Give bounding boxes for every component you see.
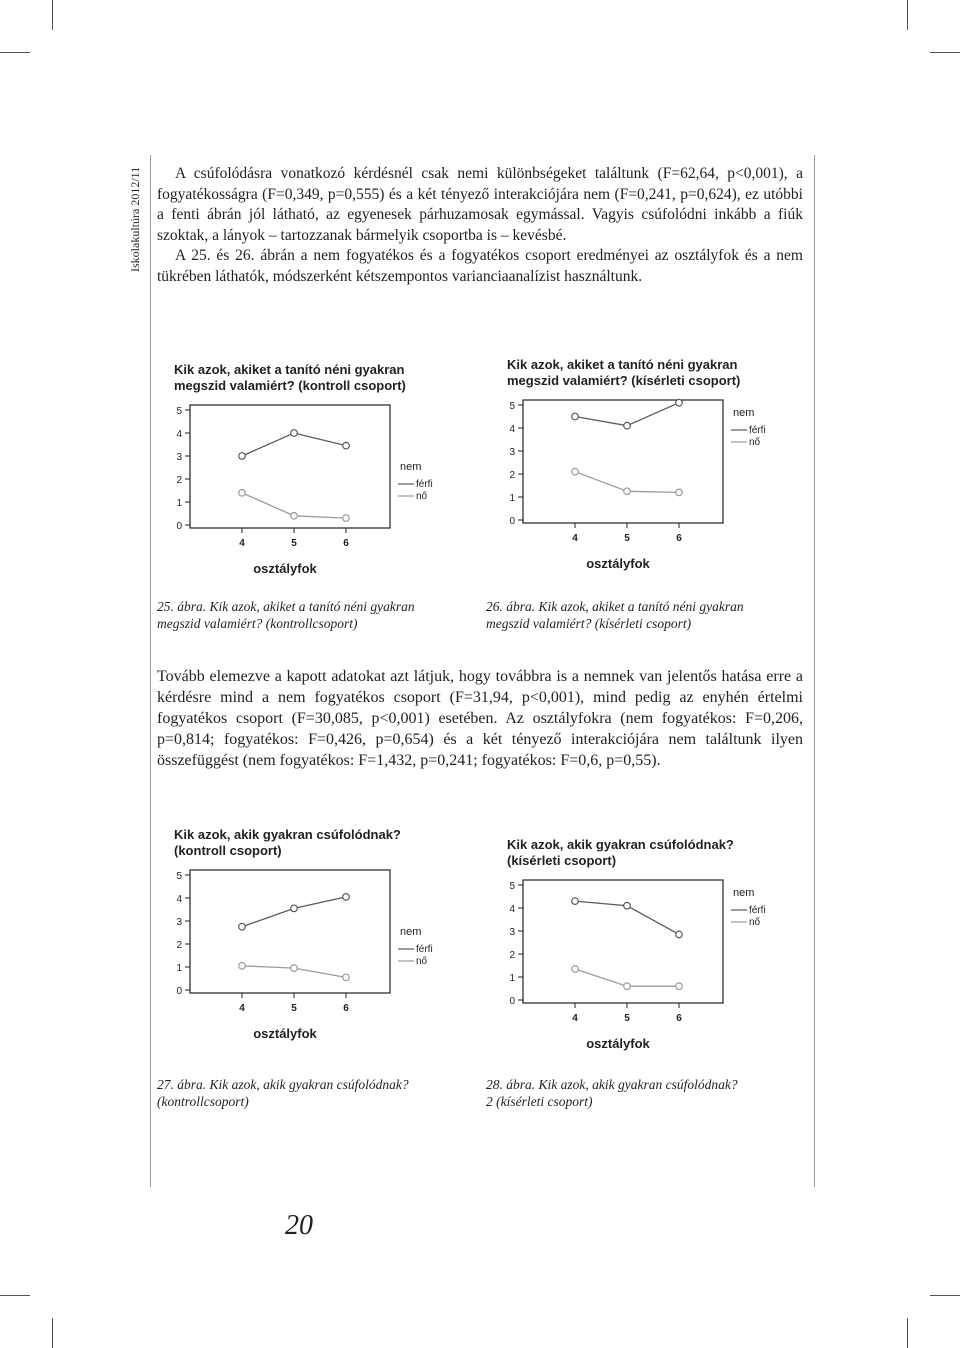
data-point xyxy=(291,430,298,437)
x-tick-label: 6 xyxy=(343,1003,349,1014)
crop-mark xyxy=(0,1295,30,1296)
y-tick-label: 5 xyxy=(176,871,182,882)
caption-line: (kontrollcsoport) xyxy=(157,1094,249,1109)
data-point xyxy=(572,468,579,475)
chart-title: Kik azok, akik gyakran csúfolódnak? xyxy=(507,837,734,852)
x-axis-label: osztályfok xyxy=(253,561,317,576)
legend-label: férfi xyxy=(416,944,433,955)
legend-title: nem xyxy=(400,461,422,473)
data-point xyxy=(676,399,683,406)
x-tick-label: 5 xyxy=(291,538,297,549)
legend-label: nő xyxy=(749,917,761,928)
x-axis-label: osztályfok xyxy=(586,1036,650,1051)
data-point xyxy=(239,963,246,970)
y-tick-label: 1 xyxy=(176,963,182,974)
margin-rule-left xyxy=(150,155,151,1187)
x-tick-label: 6 xyxy=(676,533,682,544)
paragraph-1 xyxy=(157,164,803,287)
chart-fig28 xyxy=(495,835,815,1060)
legend-title: nem xyxy=(400,926,422,938)
paragraph-2-text: Tovább elemezve a kapott adatokat azt látjuk, hogy továbbra is a nemnek van jelentős hatása erre a kérdésre mind a nem fogyatékos csoport (F=31,94, p<0,001), mind pedig az enyhén értelmi fogyatékos csoport (F=30,085, p<0,001) esetében. Az osztályfokra (nem fogyatékos: F=0,206, p=0,814; fogyatékos: F=0,426, p=0,654) és a két tényező interakciójára nem találtunk ilyen összefüggést (nem fogyatékos: F=1,432, p=0,241; fogyatékos: F=0,6, p=0,55). xyxy=(157,668,803,769)
journal-running-head: Iskolakultúra 2012/11 xyxy=(128,166,142,272)
plot-frame xyxy=(190,870,390,993)
y-tick-label: 0 xyxy=(176,986,182,997)
y-tick-label: 0 xyxy=(509,996,515,1007)
data-point xyxy=(624,902,631,909)
data-point xyxy=(343,442,350,449)
data-point xyxy=(572,413,579,420)
crop-mark xyxy=(52,1318,53,1348)
data-point xyxy=(343,515,350,522)
data-point xyxy=(572,966,579,973)
chart-title: (kísérleti csoport) xyxy=(507,853,617,868)
x-tick-label: 5 xyxy=(624,1013,630,1024)
data-point xyxy=(239,453,246,460)
legend-title: nem xyxy=(733,887,755,899)
y-tick-label: 3 xyxy=(509,447,515,458)
caption-fig26 xyxy=(486,598,806,632)
legend-label: nő xyxy=(749,437,761,448)
data-point xyxy=(572,898,579,905)
plot-frame xyxy=(523,400,723,523)
caption-line: 26. ábra. Kik azok, akiket a tanító néni gyakran xyxy=(486,599,744,614)
y-tick-label: 1 xyxy=(176,498,182,509)
data-point xyxy=(291,905,298,912)
data-point xyxy=(343,974,350,981)
crop-mark xyxy=(52,0,53,30)
y-tick-label: 3 xyxy=(176,452,182,463)
caption-line: megszid valamiért? (kísérleti csoport) xyxy=(486,616,692,631)
y-tick-label: 3 xyxy=(509,927,515,938)
chart-title: Kik azok, akiket a tanító néni gyakran xyxy=(507,357,738,372)
data-point xyxy=(676,983,683,990)
caption-fig25 xyxy=(157,598,477,632)
caption-fig28 xyxy=(486,1076,806,1110)
y-tick-label: 2 xyxy=(509,950,515,961)
legend-label: férfi xyxy=(749,425,766,436)
x-tick-label: 6 xyxy=(676,1013,682,1024)
plot-frame xyxy=(190,405,390,528)
caption-line: megszid valamiért? (kontrollcsoport) xyxy=(157,616,358,631)
x-tick-label: 4 xyxy=(572,1013,578,1024)
caption-line: 2 (kísérleti csoport) xyxy=(486,1094,593,1109)
paragraph-1-part-1: A csúfolódásra vonatkozó kérdésnél csak nemi különbségeket találtunk (F=62,64, p<0,001), a fogyatékosságra (F=0,349, p=0,555) és a két tényező interakciójára nem (F=0,241, p=0,624), ez utóbbi a fenti ábrán jól látható, az egyenesek párhuzamosak egymással. Vagyis csúfolódni inkább a fiúk szoktak, a lányok – tartozzanak bármelyik csoportba is – kevésbé. xyxy=(157,165,803,244)
legend-label: férfi xyxy=(416,479,433,490)
chart-fig25 xyxy=(160,360,480,585)
crop-mark xyxy=(0,52,30,53)
legend-label: férfi xyxy=(749,905,766,916)
y-tick-label: 5 xyxy=(509,401,515,412)
legend-label: nő xyxy=(416,491,428,502)
data-point xyxy=(624,983,631,990)
data-point xyxy=(291,965,298,972)
x-tick-label: 5 xyxy=(291,1003,297,1014)
data-point xyxy=(624,422,631,429)
y-tick-label: 0 xyxy=(509,516,515,527)
data-point xyxy=(343,894,350,901)
x-tick-label: 5 xyxy=(624,533,630,544)
paragraph-2 xyxy=(157,666,803,771)
y-tick-label: 4 xyxy=(509,904,515,915)
x-tick-label: 4 xyxy=(239,538,245,549)
y-tick-label: 2 xyxy=(176,940,182,951)
y-tick-label: 5 xyxy=(176,406,182,417)
x-axis-label: osztályfok xyxy=(586,556,650,571)
chart-title: Kik azok, akiket a tanító néni gyakran xyxy=(174,362,405,377)
y-tick-label: 2 xyxy=(509,470,515,481)
page-number: 20 xyxy=(285,1210,313,1241)
data-point xyxy=(239,923,246,930)
chart-title: (kontroll csoport) xyxy=(174,843,282,858)
y-tick-label: 0 xyxy=(176,521,182,532)
caption-line: 25. ábra. Kik azok, akiket a tanító néni gyakran xyxy=(157,599,415,614)
caption-fig27 xyxy=(157,1076,477,1110)
y-tick-label: 2 xyxy=(176,475,182,486)
y-tick-label: 4 xyxy=(509,424,515,435)
crop-mark xyxy=(930,52,960,53)
data-point xyxy=(291,513,298,520)
chart-title: megszid valamiért? (kísérleti csoport) xyxy=(507,373,741,388)
chart-title: Kik azok, akik gyakran csúfolódnak? xyxy=(174,827,401,842)
x-tick-label: 4 xyxy=(239,1003,245,1014)
x-tick-label: 6 xyxy=(343,538,349,549)
x-axis-label: osztályfok xyxy=(253,1026,317,1041)
crop-mark xyxy=(907,1318,908,1348)
y-tick-label: 4 xyxy=(176,429,182,440)
crop-mark xyxy=(930,1295,960,1296)
data-point xyxy=(239,490,246,497)
chart-title: megszid valamiért? (kontroll csoport) xyxy=(174,378,406,393)
chart-fig26 xyxy=(495,355,815,580)
y-tick-label: 1 xyxy=(509,973,515,984)
data-point xyxy=(676,489,683,496)
legend-label: nő xyxy=(416,956,428,967)
x-tick-label: 4 xyxy=(572,533,578,544)
paragraph-1-part-2: A 25. és 26. ábrán a nem fogyatékos és a fogyatékos csoport eredményei az osztályfok és a nem tükrében láthatók, módszerként kétszempontos varianciaanalízist használtunk. xyxy=(157,247,803,285)
y-tick-label: 1 xyxy=(509,493,515,504)
chart-fig27 xyxy=(160,825,480,1050)
data-point xyxy=(676,931,683,938)
data-point xyxy=(624,488,631,495)
caption-line: 27. ábra. Kik azok, akik gyakran csúfolódnak? xyxy=(157,1077,409,1092)
y-tick-label: 3 xyxy=(176,917,182,928)
legend-title: nem xyxy=(733,407,755,419)
y-tick-label: 4 xyxy=(176,894,182,905)
y-tick-label: 5 xyxy=(509,881,515,892)
caption-line: 28. ábra. Kik azok, akik gyakran csúfolódnak? xyxy=(486,1077,738,1092)
crop-mark xyxy=(907,0,908,30)
